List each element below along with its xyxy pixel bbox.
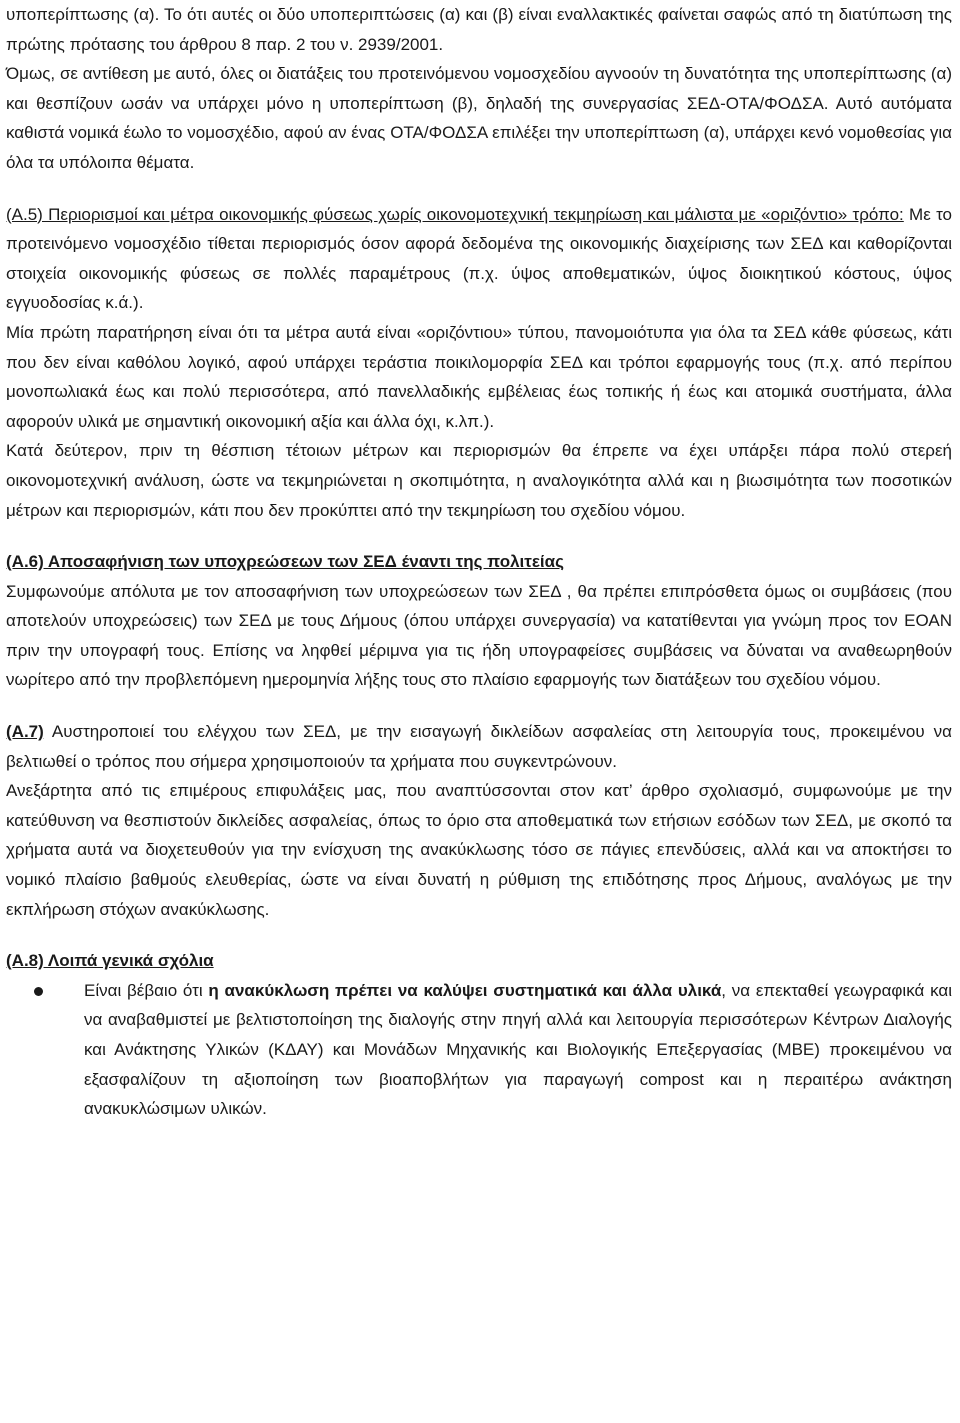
spacer (6, 695, 952, 717)
bullet-1-bold: η ανακύκλωση πρέπει να καλύψει συστηματικά και άλλα υλικά (208, 980, 722, 1000)
intro-paragraph-1: υποπερίπτωσης (α). Το ότι αυτές οι δύο υποπεριπτώσεις (α) και (β) είναι εναλλακτικές φαίνεται σαφώς από τη διατύπωση της πρώτης πρότασης του άρθρου 8 παρ. 2 του ν. 2939/2001. (6, 5, 952, 54)
intro-paragraph-2-rest: Αυτό αυτόματα καθιστά νομικά έωλο το νομοσχέδιο, αφού αν ένας ΟΤΑ/ΦΟΔΣΑ επιλέξει την υποπερίπτωση (α), υπάρχει κενό νομοθεσίας για όλα τα υπόλοιπα θέματα. (6, 93, 952, 172)
section-a6-heading: (Α.6) Αποσαφήνιση των υποχρεώσεων των ΣΕΔ έναντι της πολιτείας (6, 552, 564, 572)
spacer (6, 178, 952, 200)
section-a7-lead (6, 717, 952, 776)
section-a5-heading: (Α.5) Περιορισμοί και μέτρα οικονομικής φύσεως χωρίς οικονομοτεχνική τεκμηρίωση και μάλιστα με «οριζόντιο» τρόπο: (6, 204, 904, 224)
section-a5-lead (6, 200, 952, 318)
intro-paragraph-2 (6, 59, 952, 177)
section-a5-paragraph-3: Κατά δεύτερον, πριν τη θέσπιση τέτοιων μέτρων και περιορισμών θα έπρεπε να έχει υπάρξει πάρα πολύ στερεή οικονομοτεχνική ανάλυση, ώστε να τεκμηριώνεται η σκοπιμότητα, η αναλογικότητα αλλά και η βιωσιμότητα των ποσοτικών μέτρων και περιορισμών, κάτι που δεν προκύπτει από την τεκμηρίωση του σχεδίου νόμου. (6, 441, 952, 520)
bullet-1-pre: Είναι βέβαιο ότι (84, 980, 209, 1000)
bullet-1-post: , να επεκταθεί γεωγραφικά και να αναβαθμιστεί με βελτιστοποίηση της διαλογής στην πηγή αλλά και λειτουργία περισσότερων Κέντρων Διαλογής και Ανάκτησης Υλικών (ΚΔΑΥ) και Μονάδων Μηχανικής και Βιολογικής Επεξεργασίας (ΜΒΕ) προκειμένου να εξασφαλίζουν τη αξιοποίηση των βιοαποβλήτων για παραγωγή compost και η περαιτέρω ανάκτηση ανακυκλώσιμων υλικών. (84, 980, 952, 1119)
section-a7-heading: (Α.7) (6, 722, 44, 742)
spacer (6, 924, 952, 946)
section-a6-paragraph-1: Συμφωνούμε απόλυτα με τον αποσαφήνιση των υποχρεώσεων των ΣΕΔ , θα πρέπει επιπρόσθετα όμως οι συμβάσεις (που αποτελούν υποχρεώσεις) των ΣΕΔ με τους Δήμους (όπου υπάρχει συνεργασία) να κατατίθενται για γνώμη προς τον ΕΟΑΝ πριν την υπογραφή τους. Επίσης να ληφθεί μέριμνα για τις ήδη υπογραφείσες συμβάσεις να δύναται να αναθεωρηθούν νωρίτερο από την προβλεπόμενη ημερομηνία λήξης τους στο πλαίσιο εφαρμογής των διατάξεων του σχεδίου νόμου. (6, 581, 952, 690)
spacer (6, 525, 952, 547)
bullet-icon (34, 987, 43, 996)
section-a5-lead-text: Με το προτεινόμενο νομοσχέδιο τίθεται περιορισμός όσον αφορά δεδομένα της οικονομικής διαχείρισης των ΣΕΔ και καθορίζονται στοιχεία οικονομικής φύσεως σε πολλές παραμέτρους (π.χ. ύψος αποθεματικών, ύψος διοικητικού κόστους, ύψος εγγυοδοσίας κ.ά.). (6, 204, 952, 313)
section-a8-heading: (Α.8) Λοιπά γενικά σχόλια (6, 951, 214, 971)
section-a7-paragraph-2: Ανεξάρτητα από τις επιμέρους επιφυλάξεις μας, που αναπτύσσονται στον κατ’ άρθρο σχολιασμό, συμφωνούμε με την κατεύθυνση να θεσπιστούν δικλείδες ασφαλείας, όπως το όριο στα αποθεματικά των ετήσιων εσόδων των ΣΕΔ, με σκοπό τα χρήματα αυτά να διοχετευθούν για την ενίσχυση της ανακύκλωσης τόσο σε πάγιες επενδύσεις, αλλά και να αποκτήσει το νομικό πλαίσιο βαθμούς ελευθερίας, ώστε να είναι δυνατή η ρύθμιση της επιδότησης προς Δήμους, αναλόγως με την εκπλήρωση στόχων ανακύκλωσης. (6, 781, 952, 919)
section-a8-bullet-list (6, 976, 952, 1124)
section-a5-paragraph-2: Μία πρώτη παρατήρηση είναι ότι τα μέτρα αυτά είναι «οριζόντιου» τύπου, πανομοιότυπα για όλα τα ΣΕΔ κάθε φύσεως, κάτι που δεν είναι καθόλου λογικό, αφού υπάρχει τεράστια ποικιλομορφία ΣΕΔ και τρόποι εφαρμογής τους (π.χ. από περίπου μονοπωλιακά έως και πολύ περισσότερα, από πανελλαδικής εμβέλειας έως τοπικής ή έως και ατομικά συστήματα, άλλα αφορούν υλικά με σημαντική οικονομική αξία και άλλα όχι, κ.λπ.). (6, 322, 952, 431)
section-a7-lead-text: Αυστηροποιεί του ελέγχου των ΣΕΔ, με την εισαγωγή δικλείδων ασφαλείας στη λειτουργία τους, προκειμένου να βελτιωθεί ο τρόπος που σήμερα χρησιμοποιούν τα χρήματα που συγκεντρώνουν. (6, 722, 952, 771)
section-a8-bullet-1 (84, 976, 952, 1124)
intro-paragraph-2-main: Όμως, σε αντίθεση με αυτό, όλες οι διατάξεις του προτεινόμενου νομοσχεδίου αγνοούν τη δυνατότητα της υποπερίπτωσης (α) και θεσπίζουν ωσάν να υπάρχει μόνο η υποπερίπτωση (β), δηλαδή της συνεργασίας ΣΕΔ-ΟΤΑ/ΦΟΔΣΑ. (6, 64, 952, 113)
